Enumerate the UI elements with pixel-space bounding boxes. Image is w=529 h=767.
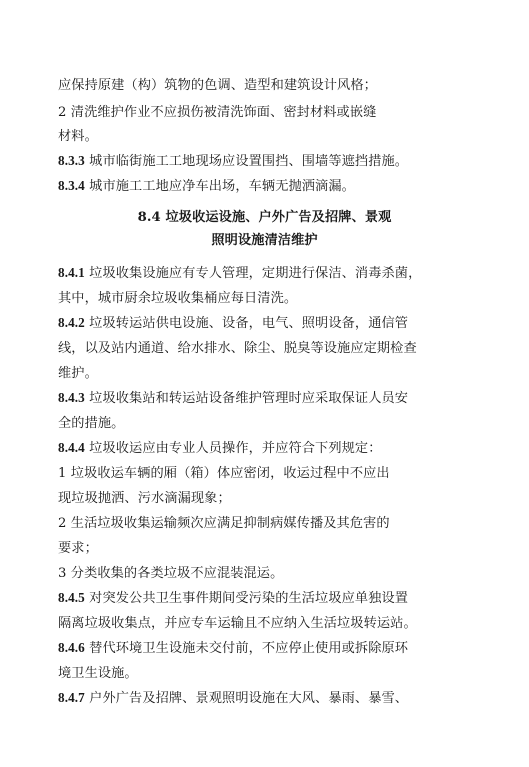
text-line: 3 分类收集的各类垃圾不应混装混运。	[58, 566, 284, 581]
clause-8-4-4: 8.4.4 垃圾收运应由专业人员操作，并应符合下列规定：	[58, 440, 382, 456]
section-heading-8-4-cont: 照明设施清洁维护	[211, 233, 318, 248]
text-line: 维护。	[58, 366, 98, 381]
text-line: 要求；	[58, 541, 98, 556]
text-line: 线，以及站内通道、给水排水、除尘、脱臭等设施应定期检查	[58, 341, 417, 356]
section-heading-8-4: 8.4 垃圾收运设施、户外广告及招牌、景观	[137, 210, 392, 225]
text-line: 其中，城市厨余垃圾收集桶应每日清洗。	[58, 291, 298, 306]
text-line: 现垃圾抛洒、污水滴漏现象；	[58, 491, 231, 506]
text-line: 境卫生设施。	[58, 666, 138, 681]
text-line: 隔离垃圾收集点，并应专车运输且不应纳入生活垃圾转运站。	[58, 616, 417, 631]
clause-8-4-5: 8.4.5 对突发公共卫生事件期间受污染的生活垃圾应单独设置	[58, 590, 409, 606]
clause-8-3-4: 8.3.4 城市施工工地应净车出场，车辆无抛洒滴漏。	[58, 178, 355, 194]
clause-8-4-3: 8.4.3 垃圾收集站和转运站设备维护管理时应采取保证人员安	[58, 390, 409, 406]
clause-8-4-7: 8.4.7 户外广告及招牌、景观照明设施在大风、暴雨、暴雪、	[58, 690, 409, 706]
clause-8-4-6: 8.4.6 替代环境卫生设施未交付前，不应停止使用或拆除原环	[58, 640, 409, 656]
text-line: 2 清洗维护作业不应损伤被清洗饰面、密封材料或嵌缝	[58, 105, 377, 120]
clause-8-4-2: 8.4.2 垃圾转运站供电设施、设备，电气、照明设备，通信管	[58, 315, 409, 331]
text-line: 材料。	[58, 129, 98, 144]
text-line: 全的措施。	[58, 416, 125, 431]
text-line: 1 垃圾收运车辆的厢（箱）体应密闭，收运过程中不应出	[58, 466, 390, 481]
text-line: 2 生活垃圾收集运输频次应满足抑制病媒传播及其危害的	[58, 516, 390, 531]
clause-8-4-1: 8.4.1 垃圾收集设施应有专人管理，定期进行保洁、消毒杀菌，	[58, 265, 422, 281]
text-line: 应保持原建（构）筑物的色调、造型和建筑设计风格；	[58, 78, 377, 93]
clause-8-3-3: 8.3.3 城市临街施工工地现场应设置围挡、围墙等遮挡措施。	[58, 153, 409, 169]
